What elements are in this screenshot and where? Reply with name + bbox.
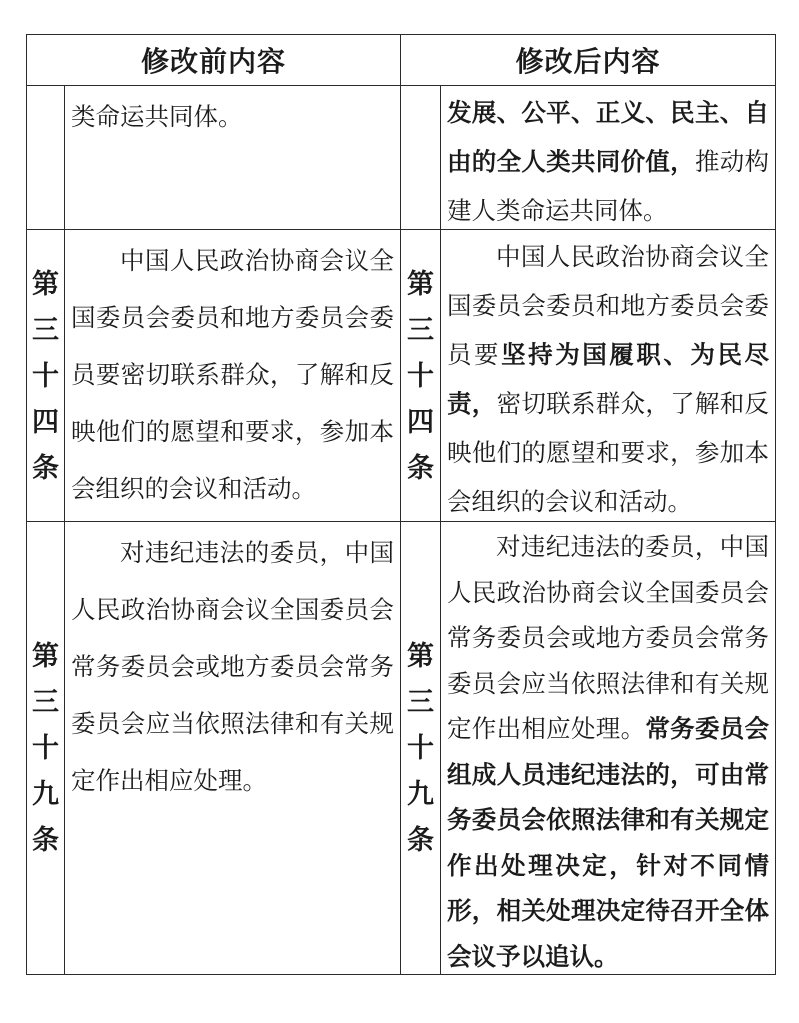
revised-text-segment: 常务委员会组成人员违纪违法的，可由常务委员会依照法律和有关规定作出处理决定，针对不同情形，相关处理决定待召开全体会议予以追认。 (447, 716, 770, 971)
after-text (441, 86, 775, 229)
table-row (27, 522, 776, 975)
article-number-cell-before (27, 230, 65, 522)
revised-text-segment: 坚持为国履职、为民尽责， (447, 342, 770, 418)
revised-text-segment: 发展、公平、正义、民主、自由的全人类共同价值， (447, 100, 770, 176)
article-number-label: 第三十九条 (407, 641, 435, 855)
article-number-label: 第三十四条 (32, 268, 59, 483)
text-segment: 密切联系群众，了解和反映他们的愿望和要求，参加本会组织的会议和活动。 (447, 391, 770, 516)
text-segment: 对违纪违法的委员，中国人民政治协商会议全国委员会常务委员会或地方委员会常务委员会应当依照法律和有关规定作出相应处理。 (447, 534, 770, 743)
article-number-cell-after (401, 230, 441, 522)
column-header-before: 修改前内容 (27, 35, 401, 86)
before-text (65, 230, 400, 521)
column-header-after: 修改后内容 (401, 35, 776, 86)
text-segment: 中国人民政治协商会议全国委员会委员和地方委员会委员要 (447, 244, 770, 369)
after-content-cell (441, 522, 776, 975)
article-number-label: 第三十九条 (32, 641, 59, 855)
table-row (27, 86, 776, 230)
text-segment: 对违纪违法的委员，中国人民政治协商会议全国委员会常务委员会或地方委员会常务委员会应当依照法律和有关规定作出相应处理。 (71, 540, 395, 795)
revision-comparison-table (26, 34, 776, 975)
before-text (65, 86, 400, 229)
header-row (27, 35, 776, 86)
after-content-cell (441, 86, 776, 230)
text-segment: 中国人民政治协商会议全国委员会委员和地方委员会委员要密切联系群众，了解和反映他们的愿望和要求，参加本会组织的会议和活动。 (71, 248, 395, 503)
before-content-cell (65, 230, 401, 522)
before-content-cell (65, 86, 401, 230)
text-segment: 类命运共同体。 (71, 104, 243, 131)
after-text (441, 230, 775, 521)
article-number-cell-after (401, 522, 441, 975)
before-text (65, 522, 400, 974)
after-text (441, 522, 775, 974)
table-row (27, 230, 776, 522)
after-content-cell (441, 230, 776, 522)
article-number-cell-before (27, 522, 65, 975)
before-content-cell (65, 522, 401, 975)
article-number-cell-before (27, 86, 65, 230)
article-number-label: 第三十四条 (407, 268, 435, 483)
article-number-cell-after (401, 86, 441, 230)
text-segment: 推动构建人类命运共同体。 (447, 149, 770, 225)
